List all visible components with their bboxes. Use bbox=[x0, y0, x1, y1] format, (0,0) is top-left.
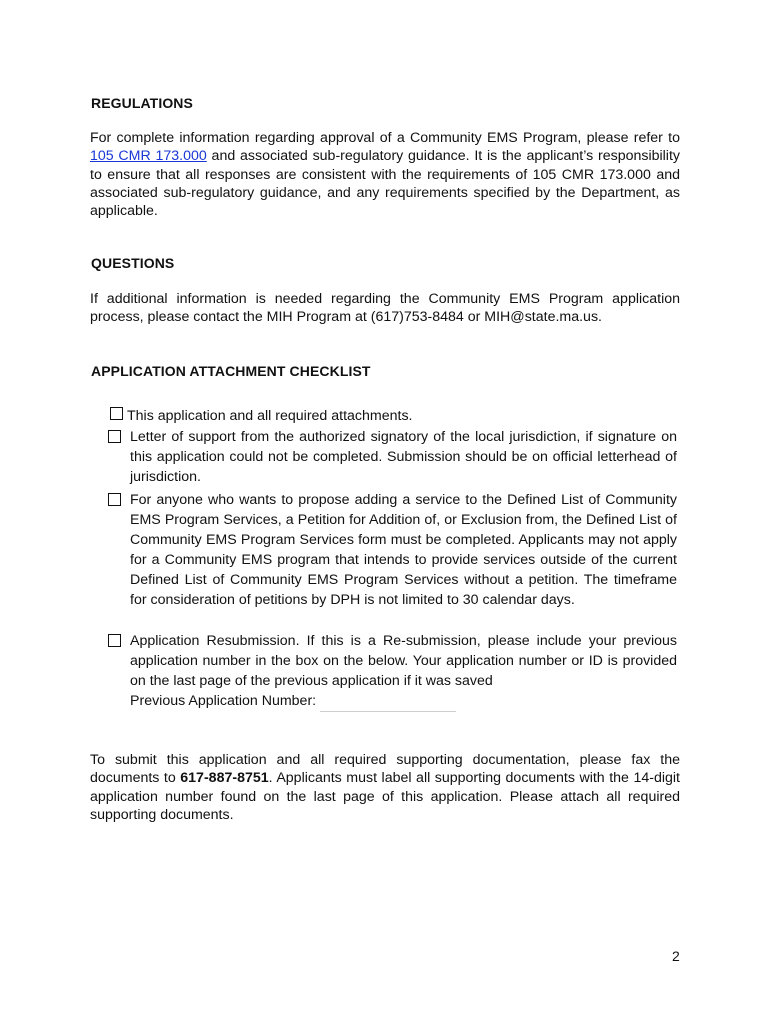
checklist-item-label: Letter of support from the authorized signatory of the local jurisdiction, if signature on this application could not be completed. Submission should be on official letterhead of jurisdiction. bbox=[130, 429, 677, 485]
submission-text-before-fax: To submit this application and all required supporting documentation, please fax the documents to bbox=[90, 752, 680, 787]
fax-number: 617-887-8751 bbox=[180, 770, 269, 787]
checklist-item-label: This application and all required attachments. bbox=[127, 408, 413, 424]
submission-text-after-fax: . Applicants must label all supporting documents with the 14-digit application number found on the last page of this application. Please attach all required supporting documents. bbox=[90, 770, 680, 823]
submission-paragraph bbox=[90, 751, 680, 824]
previous-application-number-input[interactable] bbox=[320, 695, 456, 712]
checklist-item-label: For anyone who wants to propose adding a service to the Defined List of Community EMS Program Services, a Petition for Addition of, or Exclusion from, the Defined List of Community EMS Program Services form must be completed. Applicants may not apply for a Community EMS program that intends to provide services outside of the current Defined List of Community EMS Program Services without a petition. The timeframe for consideration of petitions by DPH is not limited to 30 calendar days. bbox=[130, 492, 677, 608]
resubmission-text: Application Resubmission. If this is a Re-submission, please include your previous application number in the box on the below. Your application number or ID is provided on the last page of the previous application if it was saved bbox=[130, 633, 677, 689]
regulations-text-before-link: For complete information regarding approval of a Community EMS Program, please refer to bbox=[90, 130, 680, 146]
questions-paragraph: If additional information is needed regarding the Community EMS Program application process, please contact the MIH Program at (617)753-8484 or MIH@state.ma.us. bbox=[90, 291, 680, 326]
previous-number-label: Previous Application Number: bbox=[130, 692, 317, 709]
checkbox-resubmission[interactable] bbox=[108, 634, 121, 647]
regulation-link[interactable]: 105 CMR 173.000 bbox=[90, 148, 207, 165]
regulations-paragraph bbox=[90, 129, 680, 220]
checkbox-petition[interactable] bbox=[108, 493, 121, 506]
regulations-text-after-link: and associated sub-regulatory guidance. It is the applicant’s responsibility to ensure that all responses are consistent with the requirements of 105 CMR 173.000 and associated sub-regulatory guidance, and any requirements specified by the Department, as applicable. bbox=[90, 148, 680, 220]
regulations-heading: REGULATIONS bbox=[91, 95, 193, 111]
questions-heading: QUESTIONS bbox=[91, 255, 175, 271]
page-number: 2 bbox=[672, 948, 680, 964]
checkbox-letter-of-support[interactable] bbox=[108, 430, 121, 443]
checkbox-application[interactable] bbox=[110, 407, 123, 420]
checklist-item-label bbox=[130, 632, 677, 712]
checklist-heading: APPLICATION ATTACHMENT CHECKLIST bbox=[91, 363, 371, 379]
